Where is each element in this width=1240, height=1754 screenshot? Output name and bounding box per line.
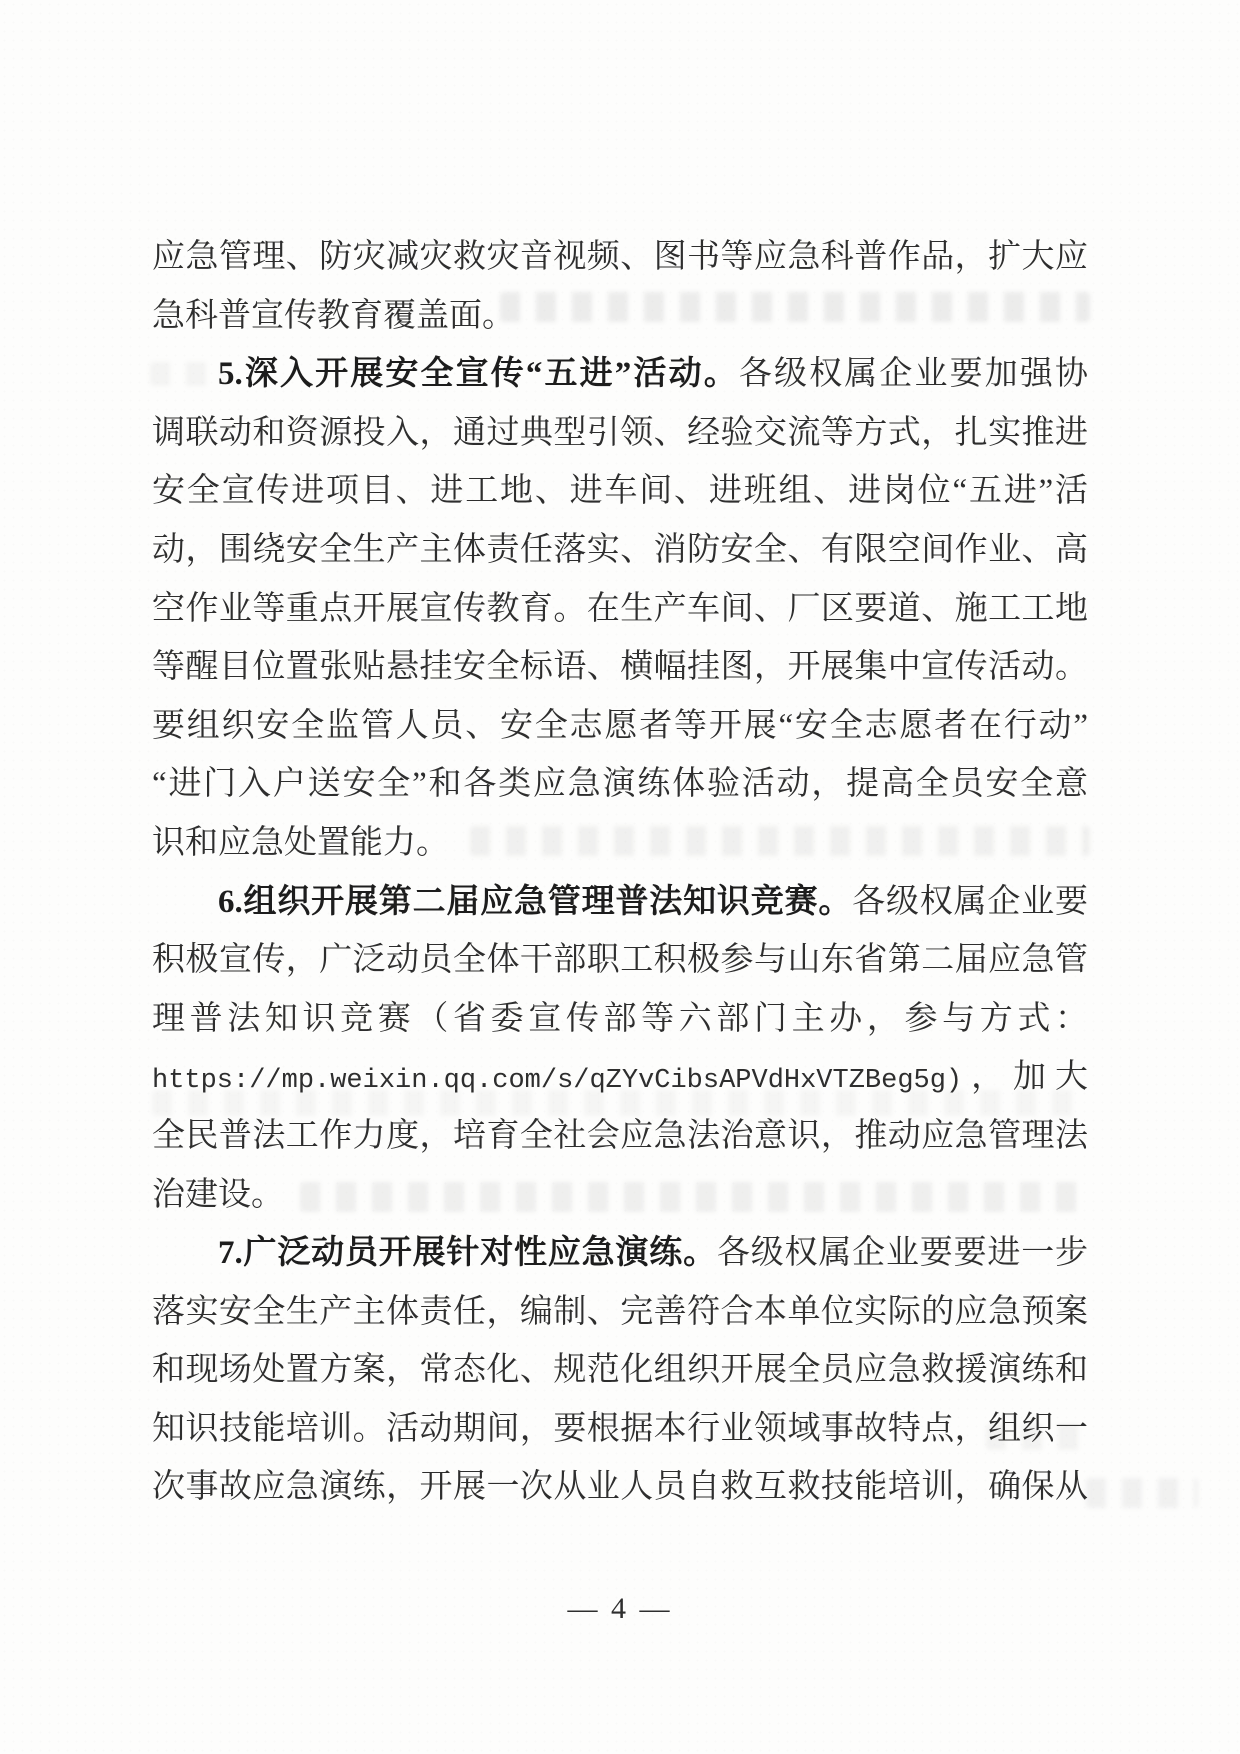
- text-line: 安全宣传进项目、进工地、进车间、进班组、进岗位“五进”活: [152, 473, 1088, 510]
- heading-bold-text: 5.深入开展安全宣传“五进”活动。: [218, 356, 739, 393]
- text-line: 要组织安全监管人员、安全志愿者等开展“安全志愿者在行动”: [152, 707, 1088, 744]
- text-line: 动，围绕安全生产主体责任落实、消防安全、有限空间作业、高: [152, 531, 1088, 568]
- page-number: — 4 —: [567, 1592, 673, 1625]
- text-line: 落实安全生产主体责任，编制、完善符合本单位实际的应急预案: [152, 1293, 1088, 1330]
- heading-bold-text: 6.组织开展第二届应急管理普法知识竞赛。: [218, 883, 853, 920]
- document-body: [152, 228, 1088, 1517]
- heading-rest-text: 各级权属企业要要进一步: [716, 1235, 1089, 1272]
- text-line: 急科普宣传教育覆盖面。: [152, 297, 515, 334]
- competition-url: https://mp.weixin.qq.com/s/qZYvCibsAPVdHxVTZBeg5g): [152, 1066, 963, 1097]
- text-line: 识和应急处置能力。: [152, 824, 449, 861]
- section-heading-6: [152, 873, 1088, 932]
- heading-rest-text: 各级权属企业要: [852, 883, 1089, 920]
- text-line: 知识技能培训。活动期间，要根据本行业领域事故特点，组织一: [152, 1410, 1088, 1447]
- heading-rest-text: 各级权属企业要加强协: [738, 356, 1089, 393]
- body-text: ，加大: [962, 1059, 1088, 1096]
- text-line-url: [152, 1048, 1088, 1107]
- section-heading-5: [152, 345, 1088, 404]
- text-line: 调联动和资源投入，通过典型引领、经验交流等方式，扎实推进: [152, 414, 1088, 451]
- text-line: 理普法知识竞赛（省委宣传部等六部门主办，参与方式：: [152, 1000, 1088, 1037]
- text-line: “进门入户送安全”和各类应急演练体验活动，提高全员安全意: [152, 766, 1088, 803]
- text-line: 应急管理、防灾减灾救灾音视频、图书等应急科普作品，扩大应: [152, 239, 1088, 275]
- text-line: 等醒目位置张贴悬挂安全标语、横幅挂图，开展集中宣传活动。: [152, 649, 1088, 686]
- text-line: 全民普法工作力度，培育全社会应急法治意识，推动应急管理法: [152, 1117, 1088, 1154]
- text-line: 和现场处置方案，常态化、规范化组织开展全员应急救援演练和: [152, 1352, 1088, 1389]
- heading-bold-text: 7.广泛动员开展针对性应急演练。: [218, 1235, 717, 1272]
- text-line: 治建设。: [152, 1176, 284, 1213]
- text-line: 次事故应急演练，开展一次从业人员自救互救技能培训，确保从: [152, 1469, 1088, 1506]
- text-line: 空作业等重点开展宣传教育。在生产车间、厂区要道、施工工地: [152, 590, 1088, 627]
- text-line: 积极宣传，广泛动员全体干部职工积极参与山东省第二届应急管: [152, 942, 1088, 979]
- section-heading-7: [152, 1224, 1088, 1283]
- bleed-through-artifact: [1086, 1478, 1198, 1508]
